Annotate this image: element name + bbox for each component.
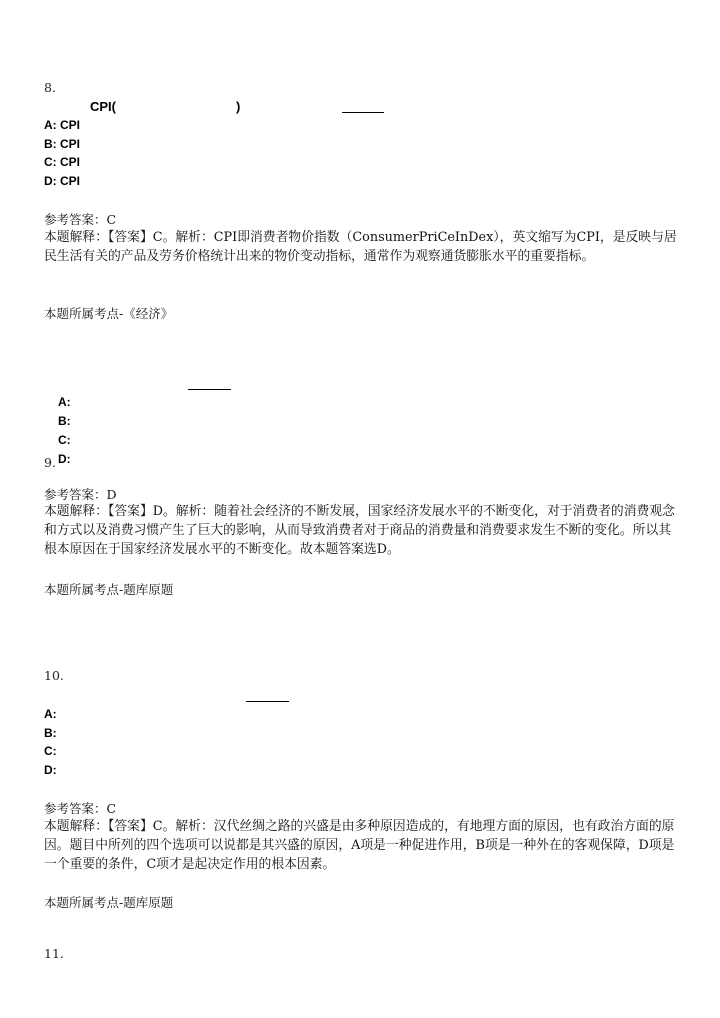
question-8-option-d: D: CPI <box>44 174 80 188</box>
question-8-explanation: 本题解释：【答案】C。解析：CPI即消费者物价指数（ConsumerPriCeInDex），英文缩写为CPI，是反映与居民生活有关的产品及劳务价格统计出来的物价变动指标，通常作为观察通货膨胀水平的重要指标。 <box>44 230 677 264</box>
question-8-stem-paren: ) <box>236 99 241 114</box>
question-9-option-a: A: <box>58 395 71 409</box>
question-9-explanation: 本题解释：【答案】D。解析：随着社会经济的不断发展，国家经济发展水平的不断变化，对于消费者的消费观念和方式以及消费习惯产生了巨大的影响，从而导致消费者对于商品的消费量和消费要求发生不断的变化。所以其根本原因在于国家经济发展水平的不断变化。故本题答案选D。 <box>44 504 675 557</box>
question-10-explanation: 本题解释：【答案】C。解析：汉代丝绸之路的兴盛是由多种原因造成的，有地理方面的原因，也有政治方面的原因。题目中所列的四个选项可以说都是其兴盛的原因，A项是一种促进作用，B项是一种外在的客观保障，D项是一个重要的条件，C项才是起决定作用的根本因素。 <box>44 819 675 872</box>
question-8-option-b: B: CPI <box>44 137 80 151</box>
question-11-number: 11. <box>44 946 64 961</box>
question-9-option-b: B: <box>58 414 71 428</box>
question-9-answer-blank <box>188 389 231 390</box>
question-10-option-b: B: <box>44 726 57 740</box>
question-8-number: 8. <box>44 80 56 95</box>
question-9-answer: 参考答案：D <box>44 487 117 502</box>
question-9-topic: 本题所属考点-题库原题 <box>44 582 174 597</box>
question-10-option-c: C: <box>44 744 57 758</box>
question-9-option-d: D: <box>58 452 71 466</box>
question-10-answer: 参考答案：C <box>44 801 117 816</box>
question-10-option-a: A: <box>44 707 57 721</box>
question-8-stem-left: CPI( <box>90 99 116 114</box>
question-8-option-a: A: CPI <box>44 118 80 132</box>
question-9-option-c: C: <box>58 433 71 447</box>
question-8-topic: 本题所属考点-《经济》 <box>44 306 174 321</box>
question-10-answer-blank <box>246 701 289 702</box>
question-8-answer-blank <box>342 112 384 113</box>
question-10-option-d: D: <box>44 763 57 777</box>
question-10-topic: 本题所属考点-题库原题 <box>44 895 174 910</box>
question-8-option-c: C: CPI <box>44 155 80 169</box>
question-8-answer: 参考答案：C <box>44 212 117 227</box>
question-10-number: 10. <box>44 668 64 683</box>
question-9-number: 9. <box>44 455 56 470</box>
